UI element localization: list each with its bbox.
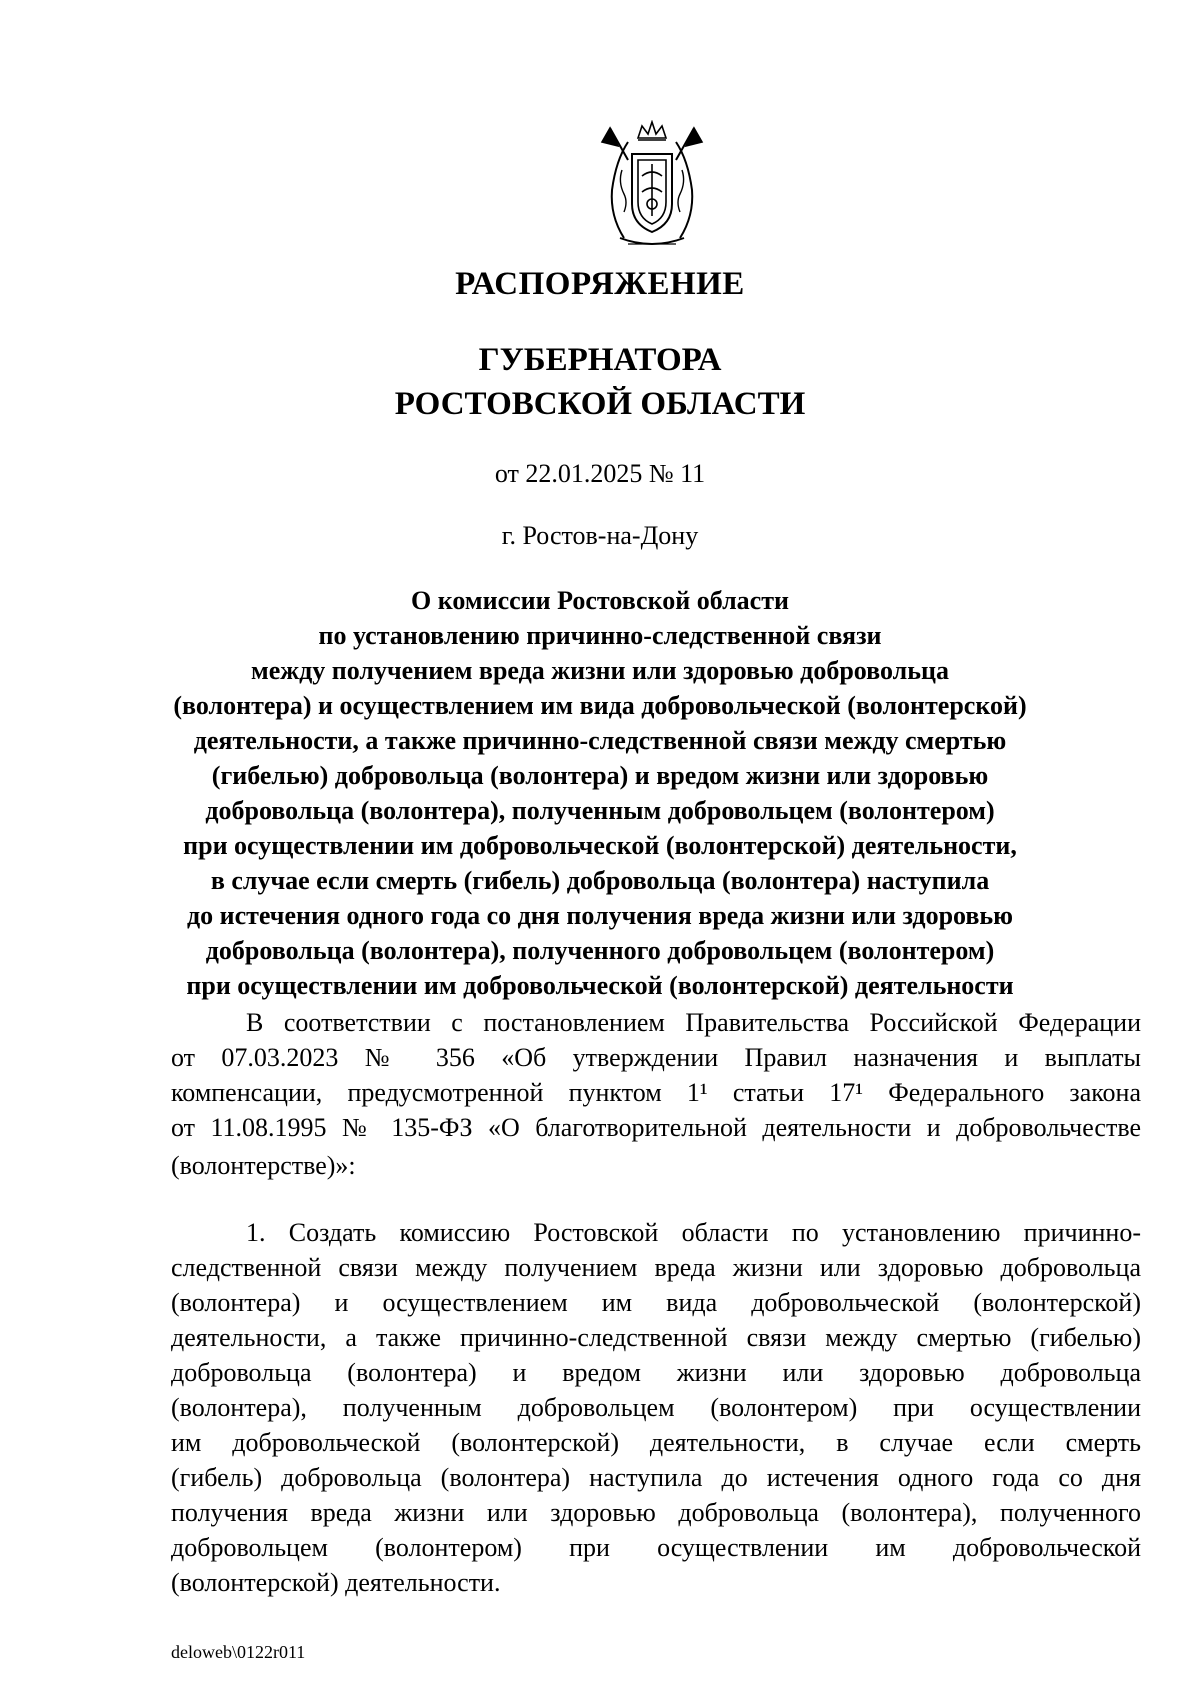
paragraph-line: 1. Создать комиссию Ростовской области по установлению причинно- [246,1218,1141,1247]
issuer-line: РОСТОВСКОЙ ОБЛАСТИ [394,386,806,422]
subject-line: при осуществлении им добровольческой (волонтерской) деятельности, [183,831,1017,860]
paragraph-line: от 07.03.2023 № 356 «Об утверждении Правил назначения и выплаты [171,1043,1141,1072]
coat-of-arms-icon [598,120,706,252]
subject-line: между получением вреда жизни или здоровью добровольца [251,656,949,685]
issuer-line: ГУБЕРНАТОРА [478,342,722,378]
paragraph-line: (волонтера), полученным добровольцем (волонтером) при осуществлении [171,1393,1141,1422]
document-date-number: от 22.01.2025 № 11 [494,459,706,488]
subject-line: по установлению причинно-следственной связи [318,621,882,650]
subject-line: при осуществлении им добровольческой (волонтерской) деятельности [186,971,1014,1000]
preamble-paragraph [171,1005,1141,1185]
paragraph-line: им добровольческой (волонтерской) деятельности, в случае если смерть [171,1428,1141,1457]
subject-line: добровольца (волонтера), полученным добровольцем (волонтером) [205,796,995,825]
document-title: РАСПОРЯЖЕНИЕ [455,266,745,302]
subject-line: до истечения одного года со дня получения вреда жизни или здоровью [186,901,1014,930]
paragraph-line: В соответствии с постановлением Правительства Российской Федерации [246,1008,1141,1037]
paragraph-line: (гибель) добровольца (волонтера) наступила до истечения одного года со дня [171,1463,1141,1492]
paragraph-line: (волонтерстве)»: [171,1151,356,1180]
subject-line: О комиссии Ростовской области [411,586,789,615]
subject-line: добровольца (волонтера), полученного добровольцем (волонтером) [205,936,995,965]
paragraph-line: добровольцем (волонтером) при осуществлении им добровольческой [171,1533,1141,1562]
item-1-paragraph [171,1215,1141,1600]
paragraph-line: деятельности, а также причинно-следственной связи между смертью (гибелью) [171,1323,1141,1352]
paragraph-line: (волонтера) и осуществлением им вида добровольческой (волонтерской) [171,1288,1141,1317]
document-footer-code: deloweb\0122r011 [171,1642,306,1662]
paragraph-line: получения вреда жизни или здоровью добровольца (волонтера), полученного [171,1498,1141,1527]
document-subject [0,583,1200,1003]
subject-line: (волонтера) и осуществлением им вида добровольческой (волонтерской) [173,691,1027,720]
paragraph-line: (волонтерской) деятельности. [171,1568,501,1597]
paragraph-line: компенсации, предусмотренной пунктом 1¹ статьи 17¹ Федерального закона [171,1078,1141,1107]
document-city: г. Ростов-на-Дону [501,521,699,550]
paragraph-line: следственной связи между получением вреда жизни или здоровью добровольца [171,1253,1141,1282]
subject-line: деятельности, а также причинно-следственной связи между смертью [193,726,1007,755]
paragraph-line: добровольца (волонтера) и вредом жизни или здоровью добровольца [171,1358,1141,1387]
subject-line: в случае если смерть (гибель) добровольца (волонтера) наступила [210,866,990,895]
subject-line: (гибелью) добровольца (волонтера) и вредом жизни или здоровью [211,761,989,790]
document-issuer [0,338,1200,426]
paragraph-line: от 11.08.1995 № 135-ФЗ «О благотворительной деятельности и добровольчестве [171,1113,1141,1142]
